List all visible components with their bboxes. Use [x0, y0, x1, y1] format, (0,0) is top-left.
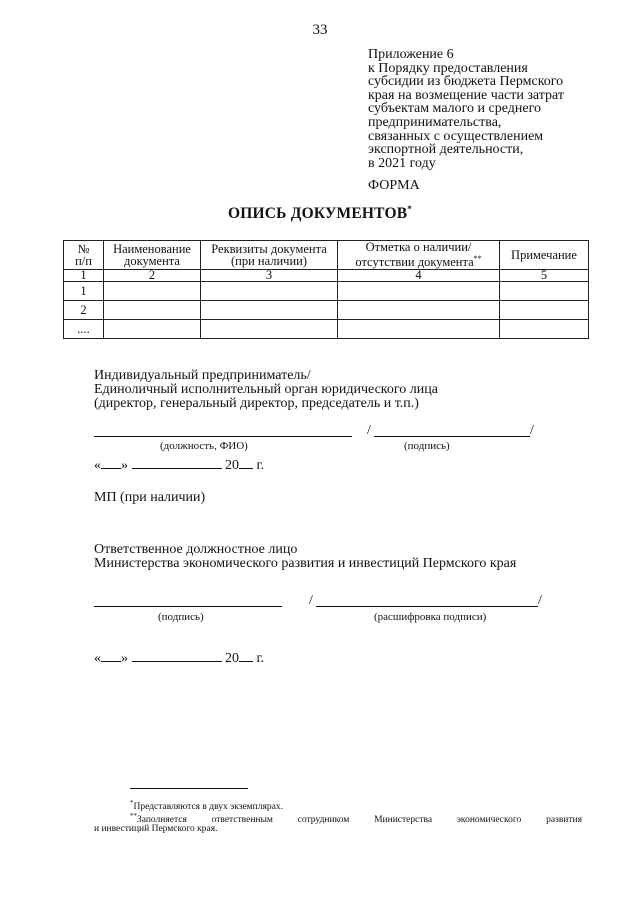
appendix-line: субсидии из бюджета Пермского [368, 74, 564, 90]
official-signature-line [94, 606, 282, 607]
footnote-mark: * [130, 799, 134, 807]
table-cell [104, 282, 201, 301]
applicant-line: Индивидуальный предприниматель/ [94, 368, 311, 383]
appendix-line: экспортной деятельности, [368, 142, 524, 158]
table-cell [338, 320, 500, 339]
appendix-line: связанных с осуществлением [368, 128, 544, 144]
page-number: 33 [312, 22, 328, 38]
column-number: 4 [338, 270, 500, 282]
footnote-text: Представляются в двух экземплярах. [133, 802, 283, 813]
table-cell [201, 301, 338, 320]
position-name-caption: (должность, ФИО) [160, 440, 248, 452]
official-date: « » 20 г. [94, 651, 265, 666]
header-cell-note: Примечание [500, 241, 589, 270]
appendix-line: Приложение 6 [368, 47, 454, 62]
header-cell-number: № п/п [64, 241, 104, 270]
appendix-line: предпринимательства, [368, 114, 502, 130]
table-cell [104, 320, 201, 339]
footnote-mark: ** [130, 812, 137, 820]
header-footnote-mark: ** [473, 254, 482, 264]
applicant-line: (директор, генеральный директор, председатель и т.п.) [94, 396, 419, 411]
column-number: 5 [500, 270, 589, 282]
appendix-heading [368, 48, 618, 170]
table-row [64, 320, 589, 339]
header-cell-name: Наименование документа [104, 241, 201, 270]
column-number: 2 [104, 270, 201, 282]
official-decoding-line [316, 606, 538, 607]
row-number: 2 [64, 301, 104, 320]
appendix-line: в 2021 году [368, 155, 436, 171]
appendix-line: субъектам малого и среднего [368, 101, 541, 117]
row-number: 1 [64, 282, 104, 301]
row-number: .... [64, 320, 104, 339]
official-line: Ответственное должностное лицо [94, 542, 298, 557]
table-cell [500, 320, 589, 339]
official-slash-right: / [538, 593, 542, 608]
signature-slash-right: / [530, 423, 534, 438]
header-cell-details: Реквизиты документа (при наличии) [201, 241, 338, 270]
official-title [94, 543, 516, 571]
official-decoding-caption: (расшифровка подписи) [374, 611, 487, 623]
column-number: 1 [64, 270, 104, 282]
column-number-row [64, 270, 589, 282]
form-label: ФОРМА [368, 178, 420, 193]
header-cell-availability: Отметка о наличии/ отсутствии документа** [338, 241, 500, 270]
table-cell [338, 282, 500, 301]
documents-table [63, 240, 589, 339]
table-cell [500, 301, 589, 320]
table-cell [201, 320, 338, 339]
official-signature-caption: (подпись) [158, 611, 204, 623]
title-footnote-mark: * [407, 204, 412, 214]
document-title [0, 204, 640, 223]
applicant-date: « » 20 г. [94, 458, 265, 473]
applicant-signature-line [374, 436, 530, 437]
stamp-label: МП (при наличии) [94, 490, 206, 505]
table-cell [104, 301, 201, 320]
footnote-2-line2: и инвестиций Пермского края. [94, 824, 218, 834]
table-header-row [64, 241, 589, 270]
applicant-line: Единоличный исполнительный орган юридического лица [94, 382, 438, 397]
applicant-title [94, 369, 438, 411]
column-number: 3 [201, 270, 338, 282]
position-name-line [94, 436, 352, 437]
appendix-line: к Порядку предоставления [368, 60, 528, 76]
applicant-signature-caption: (подпись) [404, 440, 450, 452]
document-title-text: ОПИСЬ ДОКУМЕНТОВ [228, 205, 408, 223]
table-row [64, 301, 589, 320]
footnote-divider [130, 788, 248, 789]
table-row [64, 282, 589, 301]
table-cell [201, 282, 338, 301]
table-cell [500, 282, 589, 301]
official-slash-left: / [309, 593, 313, 608]
official-line: Министерства экономического развития и инвестиций Пермского края [94, 556, 517, 571]
signature-slash-left: / [367, 423, 371, 438]
footnote-text: Заполняется ответственным сотрудником Министерства экономического развития [137, 815, 582, 826]
appendix-line: края на возмещение части затрат [368, 87, 564, 103]
table-cell [338, 301, 500, 320]
